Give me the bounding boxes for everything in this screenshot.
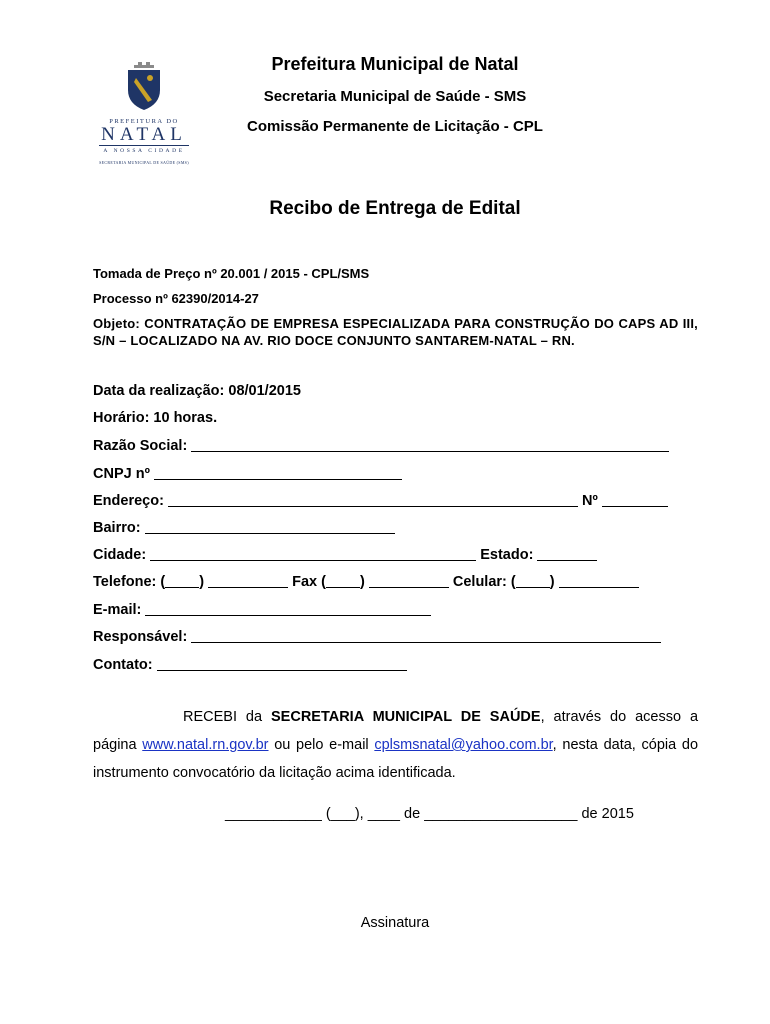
celular-label: Celular: (: [452, 574, 516, 590]
cnpj-label: CNPJ nº: [93, 466, 150, 482]
responsavel-field[interactable]: [191, 628, 661, 643]
cidade-label: Cidade:: [93, 547, 147, 563]
objeto-text: Objeto: CONTRATAÇÃO DE EMPRESA ESPECIALIZADA PARA CONSTRUÇÃO DO CAPS AD III, S/N – LOCALIZADO NA AV. RIO DOCE CONJUNTO SANTAREM-NATAL – RN.: [93, 316, 698, 348]
cidade-field[interactable]: [150, 546, 476, 561]
logo-small-text: SECRETARIA MUNICIPAL DE SAÚDE (SMS): [99, 160, 189, 165]
receipt-paragraph: [93, 703, 698, 787]
cnpj-row: [93, 465, 402, 482]
site-link[interactable]: www.natal.rn.gov.br: [142, 737, 269, 753]
cnpj-field[interactable]: [154, 465, 402, 480]
day-blank: ____: [367, 806, 400, 822]
de-text: de: [404, 806, 421, 822]
contato-label: Contato:: [93, 657, 153, 673]
estado-field[interactable]: [537, 546, 597, 561]
fax-ddd-field[interactable]: [326, 573, 360, 588]
logo-top-text: PREFEITURA DO: [109, 118, 179, 125]
prefeitura-natal-logo: [96, 60, 192, 168]
month-blank: ___________________: [424, 806, 578, 822]
secretaria-name: SECRETARIA MUNICIPAL DE SAÚDE: [271, 709, 541, 725]
document-title: Recibo de Entrega de Edital: [269, 198, 521, 219]
telefone-field[interactable]: [208, 573, 288, 588]
responsavel-label: Responsável:: [93, 629, 188, 645]
state-blank: (___),: [325, 806, 364, 822]
header-prefeitura: Prefeitura Municipal de Natal: [271, 54, 519, 74]
endereco-label: Endereço:: [93, 493, 164, 509]
date-line: [225, 806, 634, 822]
email-link[interactable]: cplsmsnatal@yahoo.com.br: [374, 737, 553, 753]
email-field[interactable]: [145, 601, 431, 616]
paren-close: ): [549, 574, 555, 590]
header-secretaria: Secretaria Municipal de Saúde - SMS: [263, 88, 527, 105]
telefone-label: Telefone: (: [93, 574, 166, 590]
paren-close: ): [359, 574, 365, 590]
coat-of-arms-icon: [124, 60, 164, 112]
ou-email-text: ou pelo e-mail: [274, 737, 369, 753]
city-blank: ____________: [225, 806, 322, 822]
logo-brand: NATAL: [101, 124, 187, 145]
celular-ddd-field[interactable]: [516, 573, 550, 588]
endereco-row: [93, 492, 668, 509]
horario: Horário: 10 horas.: [93, 410, 218, 426]
bairro-field[interactable]: [145, 519, 395, 534]
processo-number: Processo nº 62390/2014-27: [93, 291, 259, 306]
contato-field[interactable]: [157, 656, 407, 671]
cidade-row: [93, 546, 597, 563]
responsavel-row: [93, 628, 661, 645]
header-comissao: Comissão Permanente de Licitação - CPL: [247, 118, 543, 135]
numero-field[interactable]: [602, 492, 668, 507]
logo-tagline: A NOSSA CIDADE: [99, 145, 189, 154]
fax-field[interactable]: [369, 573, 449, 588]
tomada-de-preco: Tomada de Preço nº 20.001 / 2015 - CPL/SMS: [93, 266, 370, 281]
contato-row: [93, 656, 407, 673]
numero-label: Nº: [581, 493, 598, 509]
razao-social-row: [93, 437, 669, 454]
email-label: E-mail:: [93, 602, 142, 618]
fax-label: Fax (: [292, 574, 326, 590]
celular-field[interactable]: [559, 573, 639, 588]
year-text: de 2015: [581, 806, 634, 822]
razao-social-field[interactable]: [191, 437, 669, 452]
telefone-row: [93, 573, 639, 590]
receipt-rest-text: , nesta data, cópia do instrumento convocatório da licitação acima identificada.: [93, 737, 699, 781]
endereco-field[interactable]: [168, 492, 578, 507]
bairro-label: Bairro:: [93, 520, 141, 536]
telefone-ddd-field[interactable]: [165, 573, 199, 588]
signature-label: Assinatura: [360, 915, 430, 931]
atraves-text: , através do acesso a página: [93, 709, 699, 753]
paren-close: ): [199, 574, 205, 590]
estado-label: Estado:: [480, 547, 534, 563]
email-row: [93, 601, 431, 618]
recebi-text: RECEBI da: [183, 709, 263, 725]
razao-social-label: Razão Social:: [93, 438, 188, 454]
data-realizacao: Data da realização: 08/01/2015: [93, 383, 301, 399]
bairro-row: [93, 519, 395, 536]
